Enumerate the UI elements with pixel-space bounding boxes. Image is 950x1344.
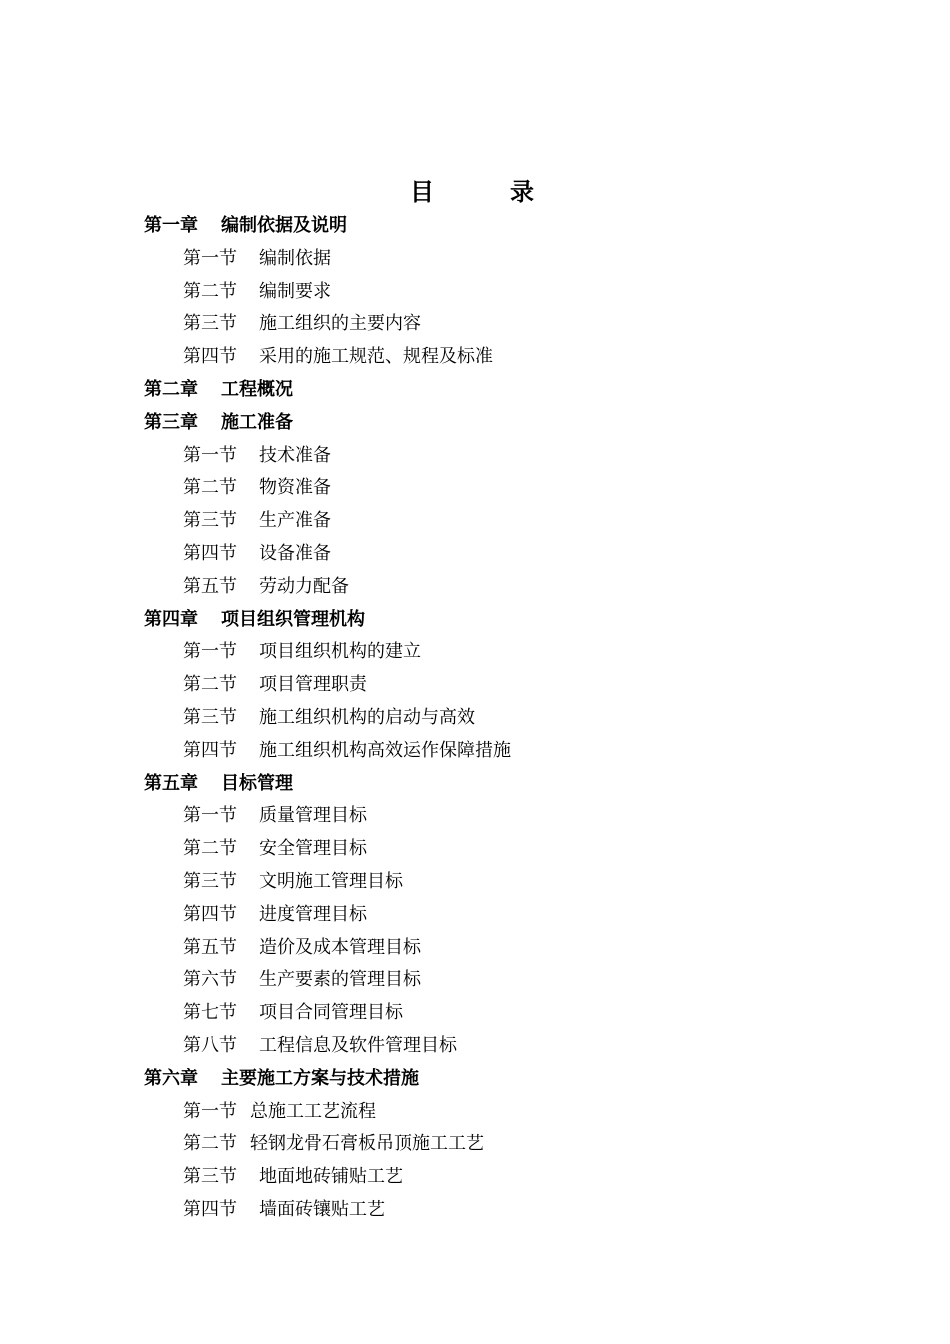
section-number: 第三节 — [183, 313, 237, 335]
toc-section-entry — [0, 636, 950, 669]
section-number: 第四节 — [183, 542, 237, 564]
chapter-title: 主要施工方案与技术措施 — [221, 1067, 419, 1089]
toc-section-entry — [0, 571, 950, 604]
toc-chapter-entry — [0, 407, 950, 440]
section-number: 第一节 — [183, 247, 237, 269]
section-title: 生产要素的管理目标 — [259, 969, 421, 991]
toc-section-entry — [0, 1096, 950, 1129]
section-title: 设备准备 — [259, 542, 331, 564]
section-number: 第一节 — [183, 641, 237, 663]
section-number: 第三节 — [183, 1166, 237, 1188]
toc-section-entry — [0, 308, 950, 341]
toc-section-entry — [0, 276, 950, 309]
toc-section-entry — [0, 800, 950, 833]
toc-chapter-entry — [0, 210, 950, 243]
chapter-title: 目标管理 — [221, 772, 293, 794]
section-number: 第七节 — [183, 1002, 237, 1024]
toc-chapter-entry — [0, 604, 950, 637]
chapter-title: 编制依据及说明 — [221, 215, 347, 236]
section-number: 第六节 — [183, 969, 237, 991]
section-number: 第二节 — [183, 1133, 237, 1155]
chapter-number: 第一章 — [144, 215, 198, 236]
toc-chapter-entry — [0, 768, 950, 801]
toc-section-entry — [0, 899, 950, 932]
toc-section-entry — [0, 1194, 950, 1227]
chapter-title: 施工准备 — [221, 411, 293, 433]
section-number: 第四节 — [183, 346, 237, 368]
toc-section-entry — [0, 932, 950, 965]
toc-section-entry — [0, 833, 950, 866]
section-number: 第一节 — [183, 444, 237, 466]
section-title: 轻钢龙骨石膏板吊顶施工工艺 — [250, 1133, 484, 1155]
section-title: 施工组织机构高效运作保障措施 — [259, 739, 511, 761]
toc-section-entry — [0, 997, 950, 1030]
toc-chapter-entry — [0, 374, 950, 407]
section-number: 第三节 — [183, 510, 237, 532]
section-title: 总施工工艺流程 — [250, 1100, 376, 1122]
section-number: 第二节 — [183, 280, 237, 302]
section-number: 第二节 — [183, 477, 237, 499]
chapter-title: 项目组织管理机构 — [221, 608, 365, 630]
section-title: 劳动力配备 — [259, 575, 349, 597]
section-title: 进度管理目标 — [259, 903, 367, 925]
toc-section-entry — [0, 669, 950, 702]
section-title: 项目组织机构的建立 — [259, 641, 421, 663]
section-title: 地面地砖铺贴工艺 — [259, 1166, 403, 1188]
chapter-number: 第四章 — [144, 608, 198, 630]
toc-section-entry — [0, 1030, 950, 1063]
toc-section-entry — [0, 472, 950, 505]
toc-section-entry — [0, 1161, 950, 1194]
toc-chapter-entry — [0, 1063, 950, 1096]
section-title: 项目合同管理目标 — [259, 1002, 403, 1024]
toc-section-entry — [0, 702, 950, 735]
section-number: 第三节 — [183, 706, 237, 728]
section-number: 第二节 — [183, 838, 237, 860]
section-title: 安全管理目标 — [259, 838, 367, 860]
section-title: 技术准备 — [259, 444, 331, 466]
chapter-number: 第二章 — [144, 378, 198, 400]
section-number: 第四节 — [183, 739, 237, 761]
chapter-number: 第五章 — [144, 772, 198, 794]
chapter-number: 第三章 — [144, 411, 198, 433]
section-title: 项目管理职责 — [259, 674, 367, 696]
toc-section-entry — [0, 538, 950, 571]
toc-list — [0, 210, 950, 1227]
section-title: 工程信息及软件管理目标 — [259, 1034, 457, 1056]
section-number: 第一节 — [183, 805, 237, 827]
section-number: 第二节 — [183, 674, 237, 696]
section-number: 第五节 — [183, 936, 237, 958]
section-number: 第八节 — [183, 1034, 237, 1056]
toc-section-entry — [0, 866, 950, 899]
section-title: 生产准备 — [259, 510, 331, 532]
section-title: 施工组织的主要内容 — [259, 313, 421, 335]
section-title: 编制依据 — [259, 247, 331, 269]
toc-section-entry — [0, 1128, 950, 1161]
chapter-title: 工程概况 — [221, 378, 293, 400]
section-number: 第四节 — [183, 903, 237, 925]
section-title: 质量管理目标 — [259, 805, 367, 827]
toc-section-entry — [0, 505, 950, 538]
section-title: 编制要求 — [259, 280, 331, 302]
section-title: 造价及成本管理目标 — [259, 936, 421, 958]
section-title: 文明施工管理目标 — [259, 870, 403, 892]
section-number: 第四节 — [183, 1198, 237, 1220]
toc-section-entry — [0, 440, 950, 473]
section-title: 物资准备 — [259, 477, 331, 499]
toc-section-entry — [0, 341, 950, 374]
section-title: 施工组织机构的启动与高效 — [259, 706, 475, 728]
chapter-number: 第六章 — [144, 1067, 198, 1089]
section-title: 墙面砖镶贴工艺 — [259, 1198, 385, 1220]
section-number: 第一节 — [183, 1100, 237, 1122]
page-title: 目 录 — [410, 177, 560, 206]
toc-section-entry — [0, 243, 950, 276]
section-title: 采用的施工规范、规程及标准 — [259, 346, 493, 368]
section-number: 第五节 — [183, 575, 237, 597]
toc-section-entry — [0, 964, 950, 997]
toc-section-entry — [0, 735, 950, 768]
section-number: 第三节 — [183, 870, 237, 892]
